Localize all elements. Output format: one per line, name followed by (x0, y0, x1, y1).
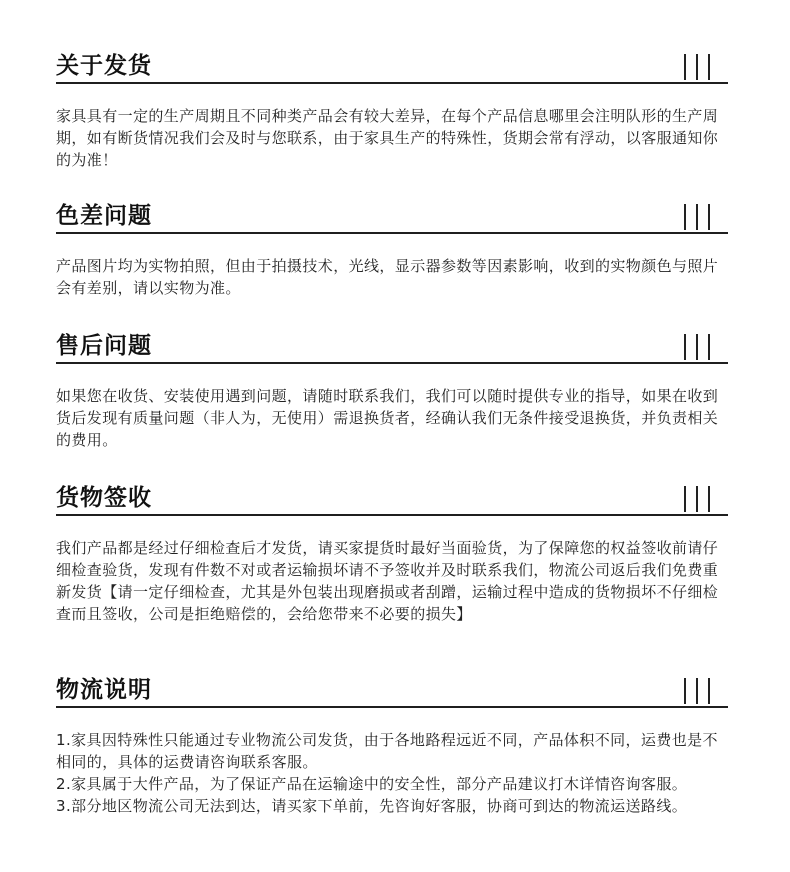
section-body (56, 537, 728, 625)
section-body (56, 255, 728, 299)
paragraph: 产品图片均为实物拍照，但由于拍摄技术，光线，显示器参数等因素影响，收到的实物颜色与照片会有差别，请以实物为准。 (56, 257, 719, 297)
section-title: 物流说明 (56, 677, 152, 703)
triple-bar-icon (684, 54, 712, 80)
section-body (56, 729, 728, 817)
section-heading (56, 202, 728, 234)
section-heading (56, 52, 728, 84)
section-goods-receipt (56, 484, 728, 625)
triple-bar-icon (684, 204, 712, 230)
section-title: 关于发货 (56, 53, 152, 79)
section-heading (56, 676, 728, 708)
section-title: 售后问题 (56, 333, 152, 359)
list-item: 1.家具因特殊性只能通过专业物流公司发货，由于各地路程远近不同，产品体积不同，运费也是不相同的，具体的运费请咨询联系客服。 (56, 731, 718, 771)
list-item: 3.部分地区物流公司无法到达，请买家下单前，先咨询好客服，协商可到达的物流运送路线。 (56, 797, 688, 815)
section-after-sales (56, 332, 728, 451)
section-title: 货物签收 (56, 485, 152, 511)
section-title: 色差问题 (56, 203, 152, 229)
paragraph: 家具具有一定的生产周期且不同种类产品会有较大差异，在每个产品信息哪里会注明队形的生产周期，如有断货情况我们会及时与您联系，由于家具生产的特殊性，货期会常有浮动，以客服通知你的为准！ (56, 107, 719, 169)
section-heading (56, 332, 728, 364)
section-color-difference (56, 202, 728, 299)
section-heading (56, 484, 728, 516)
list-item: 2.家具属于大件产品，为了保证产品在运输途中的安全性，部分产品建议打木详情咨询客服。 (56, 775, 688, 793)
section-body (56, 105, 728, 171)
triple-bar-icon (684, 486, 712, 512)
section-logistics (56, 676, 728, 817)
section-body (56, 385, 728, 451)
paragraph: 我们产品都是经过仔细检查后才发货，请买家提货时最好当面验货，为了保障您的权益签收前请仔细检查验货，发现有件数不对或者运输损坏请不予签收并及时联系我们，物流公司返后我们免费重新发货【请一定仔细检查，尤其是外包装出现磨损或者刮蹭，运输过程中造成的货物损坏不仔细检查而且签收，公司是拒绝赔偿的，会给您带来不必要的损失】 (56, 539, 719, 623)
triple-bar-icon (684, 334, 712, 360)
triple-bar-icon (684, 678, 712, 704)
paragraph: 如果您在收货、安装使用遇到问题，请随时联系我们，我们可以随时提供专业的指导，如果在收到货后发现有质量问题（非人为，无使用）需退换货者，经确认我们无条件接受退换货，并负责相关的费用。 (56, 387, 719, 449)
section-shipping (56, 52, 728, 171)
